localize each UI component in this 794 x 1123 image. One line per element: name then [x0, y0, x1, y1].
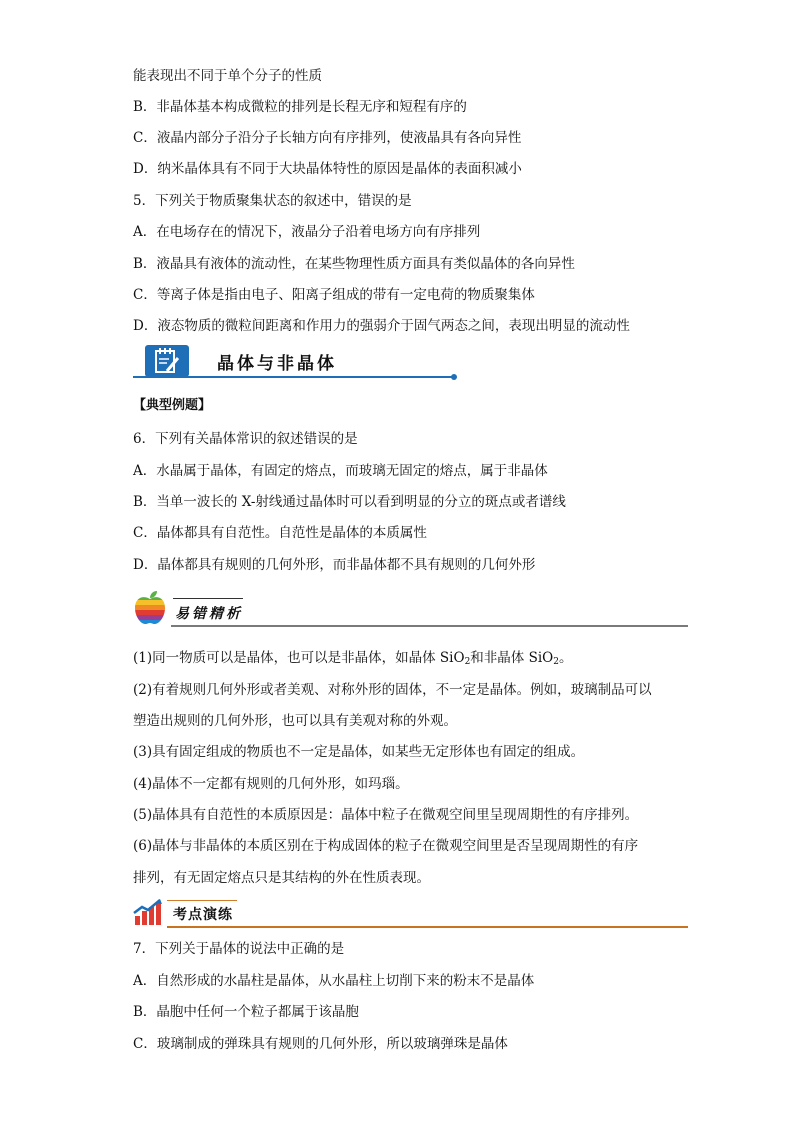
question-7: 7．下列关于晶体的说法中正确的是 [133, 941, 345, 957]
note-5: (5)晶体具有自范性的本质原因是：晶体中粒子在微观空间里呈现周期性的有序排列。 [133, 807, 639, 823]
option-b: B．当单一波长的 X-射线通过晶体时可以看到明显的分立的斑点或者谱线 [133, 494, 566, 510]
note-2-line-1: (2)有着规则几何外形或者美观、对称外形的固体，不一定是晶体。例如，玻璃制品可以 [133, 682, 652, 698]
note-text: 。 [558, 650, 573, 666]
example-label: 【典型例题】 [133, 398, 212, 413]
section-rule [133, 376, 455, 378]
note-text: (1)同一物质可以是晶体，也可以是非晶体，如晶体 SiO [133, 650, 465, 666]
question-5: 5．下列关于物质聚集状态的叙述中，错误的是 [133, 193, 412, 209]
section-title: 考点演练 [173, 907, 233, 923]
section-title: 易错精析 [175, 606, 243, 622]
note-2-line-2: 塑造出规则的几何外形，也可以具有美观对称的外观。 [133, 713, 457, 729]
option-d: D．纳米晶体具有不同于大块晶体特性的原因是晶体的表面积减小 [133, 161, 522, 177]
subscript: 2 [553, 657, 559, 667]
section-banner-practice [133, 896, 688, 930]
section-banner-mistakes [133, 588, 688, 628]
option-b: B．液晶具有液体的流动性，在某些物理性质方面具有类似晶体的各向异性 [133, 256, 575, 272]
option-d: D．晶体都具有规则的几何外形，而非晶体都不具有规则的几何外形 [133, 557, 536, 573]
option-c: C．玻璃制成的弹珠具有规则的几何外形，所以玻璃弹珠是晶体 [133, 1036, 508, 1052]
note-6-line-2: 排列，有无固定熔点只是其结构的外在性质表现。 [133, 870, 430, 886]
option-b: B．非晶体基本构成微粒的排列是长程无序和短程有序的 [133, 99, 467, 115]
option-c: C．晶体都具有自范性。自范性是晶体的本质属性 [133, 525, 427, 541]
bar-chart-icon [133, 898, 163, 926]
option-a: A．水晶属于晶体，有固定的熔点，而玻璃无固定的熔点，属于非晶体 [133, 463, 548, 479]
note-1 [133, 649, 572, 667]
banner-topline [173, 598, 243, 599]
option-a: A．自然形成的水晶柱是晶体，从水晶柱上切削下来的粉末不是晶体 [133, 973, 535, 989]
option-c: C．等离子体是指由电子、阳离子组成的带有一定电荷的物质聚集体 [133, 287, 535, 303]
note-4: (4)晶体不一定都有规则的几何外形，如玛瑙。 [133, 776, 409, 792]
subscript: 2 [464, 657, 471, 667]
text-line: 能表现出不同于单个分子的性质 [133, 68, 322, 84]
option-d: D．液态物质的微粒间距离和作用力的强弱介于固气两态之间，表现出明显的流动性 [133, 318, 630, 334]
rule-dot [451, 374, 457, 380]
section-banner-crystal [133, 345, 458, 379]
section-title: 晶体与非晶体 [217, 354, 337, 374]
option-b: B．晶胞中任何一个粒子都属于该晶胞 [133, 1004, 359, 1020]
banner-topline [167, 900, 237, 901]
note-3: (3)具有固定组成的物质也不一定是晶体，如某些无定形体也有固定的组成。 [133, 744, 585, 760]
apple-icon [133, 590, 167, 626]
question-6: 6．下列有关晶体常识的叙述错误的是 [133, 431, 358, 447]
option-c: C．液晶内部分子沿分子长轴方向有序排列，使液晶具有各向异性 [133, 130, 522, 146]
note-text: 和非晶体 SiO [470, 650, 554, 666]
section-rule [171, 625, 688, 627]
option-a: A．在电场存在的情况下，液晶分子沿着电场方向有序排列 [133, 224, 481, 240]
note-6-line-1: (6)晶体与非晶体的本质区别在于构成固体的粒子在微观空间里是否呈现周期性的有序 [133, 838, 639, 854]
notepad-icon [145, 345, 189, 377]
section-rule [167, 926, 688, 928]
